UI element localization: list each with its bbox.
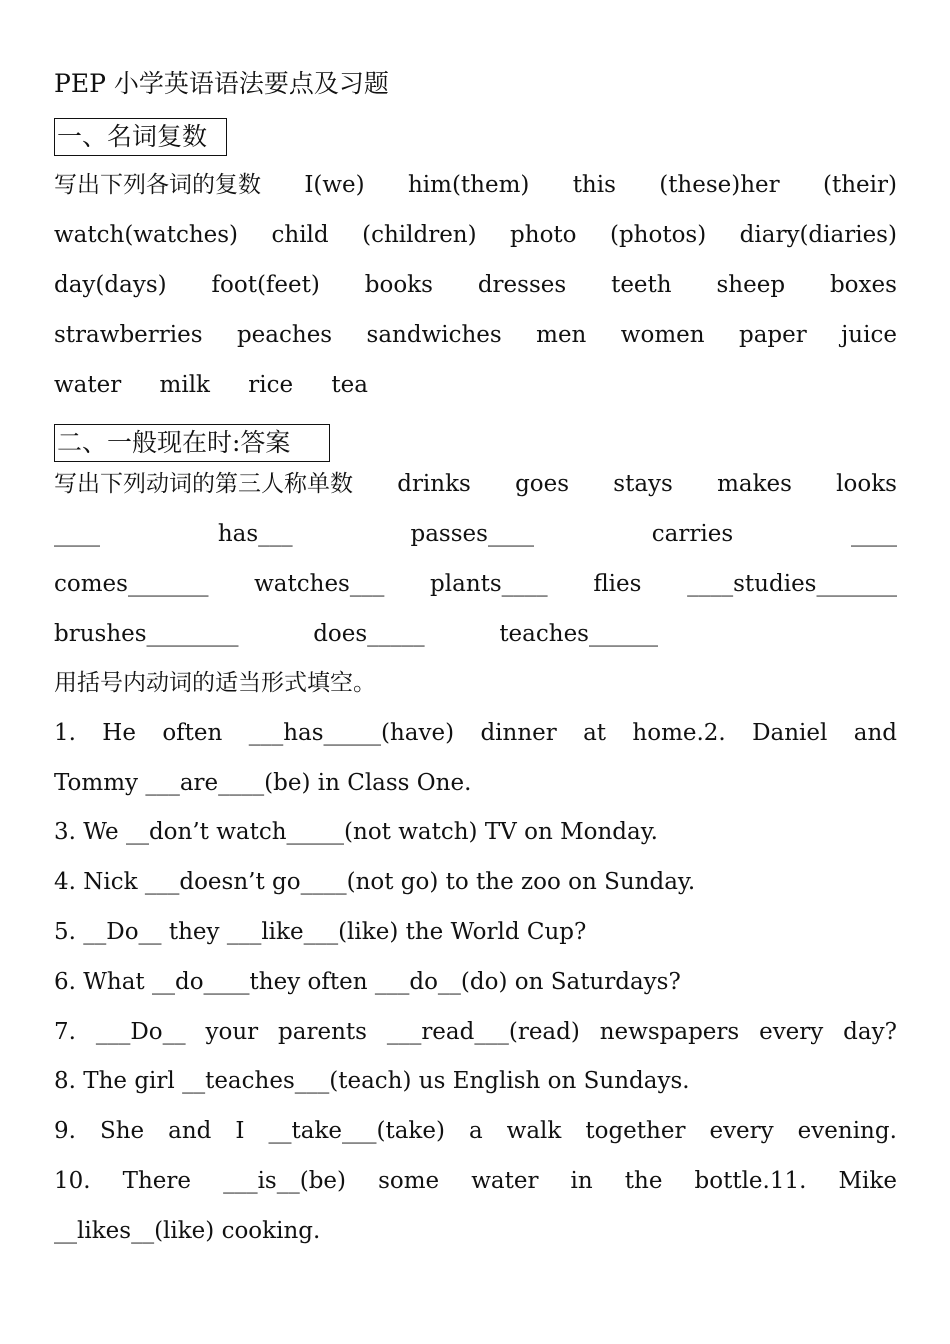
word: him(them) xyxy=(407,172,530,198)
word: 9. xyxy=(54,1118,76,1144)
word: (children) xyxy=(362,222,477,248)
word: dresses xyxy=(477,272,567,298)
fill-in-instruction: 用括号内动词的适当形式填空。 xyxy=(54,670,376,696)
question-5: 5. __Do__ they ___like___(like) the World Cup? xyxy=(54,919,587,945)
word: __take___(take) xyxy=(268,1118,445,1144)
document-title: PEP 小学英语语法要点及习题 xyxy=(54,69,389,98)
question-8: 8. The girl __teaches___(teach) us English on Sundays. xyxy=(54,1068,690,1094)
word: 10. xyxy=(54,1168,91,1194)
word: plants____ xyxy=(430,571,548,597)
word: has___ xyxy=(217,521,293,547)
section-heading-nouns: 一、名词复数 xyxy=(54,118,227,156)
word: 1. xyxy=(54,720,76,746)
word: ___is__(be) xyxy=(223,1168,347,1194)
word: carries xyxy=(651,521,734,547)
word: makes xyxy=(717,471,792,497)
word: Daniel xyxy=(752,720,828,746)
word: looks xyxy=(836,471,897,497)
word: diary(diaries) xyxy=(739,222,897,248)
verbs-line-3 xyxy=(54,564,897,604)
word: There xyxy=(122,1168,192,1194)
word: watch(watches) xyxy=(54,222,239,248)
word: I(we) xyxy=(304,172,365,198)
word: photo xyxy=(510,222,577,248)
question-9 xyxy=(54,1111,897,1151)
word: ____studies_______ xyxy=(687,571,897,597)
word: every xyxy=(759,1019,824,1045)
word: sheep xyxy=(716,272,786,298)
word: evening. xyxy=(797,1118,897,1144)
word: Mike xyxy=(838,1168,897,1194)
question-1-2 xyxy=(54,713,897,753)
word: paper xyxy=(738,322,807,348)
word: foot(feet) xyxy=(211,272,320,298)
word: day? xyxy=(843,1019,897,1045)
word: a xyxy=(468,1118,483,1144)
word: your xyxy=(205,1019,259,1045)
word: child xyxy=(271,222,329,248)
word: home.2. xyxy=(632,720,726,746)
word: together xyxy=(585,1118,686,1144)
word: dinner xyxy=(480,720,557,746)
question-10-11 xyxy=(54,1161,897,1201)
word: water xyxy=(471,1168,539,1194)
word: watches___ xyxy=(254,571,385,597)
word: 写出下列各词的复数 xyxy=(54,172,261,198)
nouns-line-3 xyxy=(54,265,897,305)
word: at xyxy=(583,720,607,746)
word: passes____ xyxy=(410,521,534,547)
nouns-line-5 xyxy=(54,365,368,405)
word: milk xyxy=(159,372,210,398)
word: drinks xyxy=(397,471,471,497)
word: tea xyxy=(331,372,368,398)
word: some xyxy=(378,1168,440,1194)
word: and xyxy=(168,1118,212,1144)
word: ____ xyxy=(54,521,100,547)
word: women xyxy=(620,322,705,348)
word: teeth xyxy=(611,272,672,298)
nouns-line-1 xyxy=(54,165,897,205)
word: day(days) xyxy=(54,272,167,298)
question-4: 4. Nick ___doesn’t go____(not go) to the zoo on Sunday. xyxy=(54,869,696,895)
word: strawberries xyxy=(54,322,203,348)
word: 写出下列动词的第三人称单数 xyxy=(54,471,353,497)
word: (these)her xyxy=(659,172,780,198)
word: ___has_____(have) xyxy=(248,720,455,746)
word: ___Do__ xyxy=(95,1019,186,1045)
word: newspapers xyxy=(599,1019,740,1045)
word: the xyxy=(624,1168,663,1194)
word: and xyxy=(853,720,897,746)
nouns-line-2 xyxy=(54,215,897,255)
section-heading-present-tense: 二、一般现在时:答案 xyxy=(54,424,330,462)
word: (their) xyxy=(822,172,897,198)
word: bottle.11. xyxy=(694,1168,807,1194)
word: water xyxy=(54,372,122,398)
word: He xyxy=(102,720,136,746)
word: flies xyxy=(593,571,642,597)
word: She xyxy=(99,1118,145,1144)
word: books xyxy=(364,272,433,298)
question-6: 6. What __do____they often ___do__(do) on Saturdays? xyxy=(54,969,681,995)
word: brushes________ xyxy=(54,621,239,647)
question-11-cont: __likes__(like) cooking. xyxy=(54,1218,321,1244)
word: juice xyxy=(841,322,897,348)
word: men xyxy=(536,322,587,348)
word: parents xyxy=(278,1019,367,1045)
word: ____ xyxy=(850,521,897,547)
word: this xyxy=(572,172,616,198)
verbs-line-2 xyxy=(54,514,897,554)
word: teaches______ xyxy=(499,621,658,647)
word: peaches xyxy=(236,322,333,348)
word: often xyxy=(162,720,223,746)
verbs-line-1 xyxy=(54,464,897,504)
word: walk xyxy=(506,1118,562,1144)
word: (photos) xyxy=(609,222,707,248)
word: 7. xyxy=(54,1019,76,1045)
word: rice xyxy=(248,372,294,398)
nouns-line-4 xyxy=(54,315,897,355)
question-2-cont: Tommy ___are____(be) in Class One. xyxy=(54,770,472,796)
word: does_____ xyxy=(313,621,425,647)
word: boxes xyxy=(829,272,897,298)
question-7 xyxy=(54,1012,897,1052)
verbs-line-4 xyxy=(54,614,658,654)
word: stays xyxy=(613,471,673,497)
question-3: 3. We __don’t watch_____(not watch) TV on Monday. xyxy=(54,819,658,845)
word: sandwiches xyxy=(366,322,502,348)
word: every xyxy=(709,1118,774,1144)
word: comes_______ xyxy=(54,571,209,597)
word: goes xyxy=(515,471,570,497)
word: in xyxy=(570,1168,593,1194)
word: ___read___(read) xyxy=(386,1019,580,1045)
word: I xyxy=(235,1118,245,1144)
